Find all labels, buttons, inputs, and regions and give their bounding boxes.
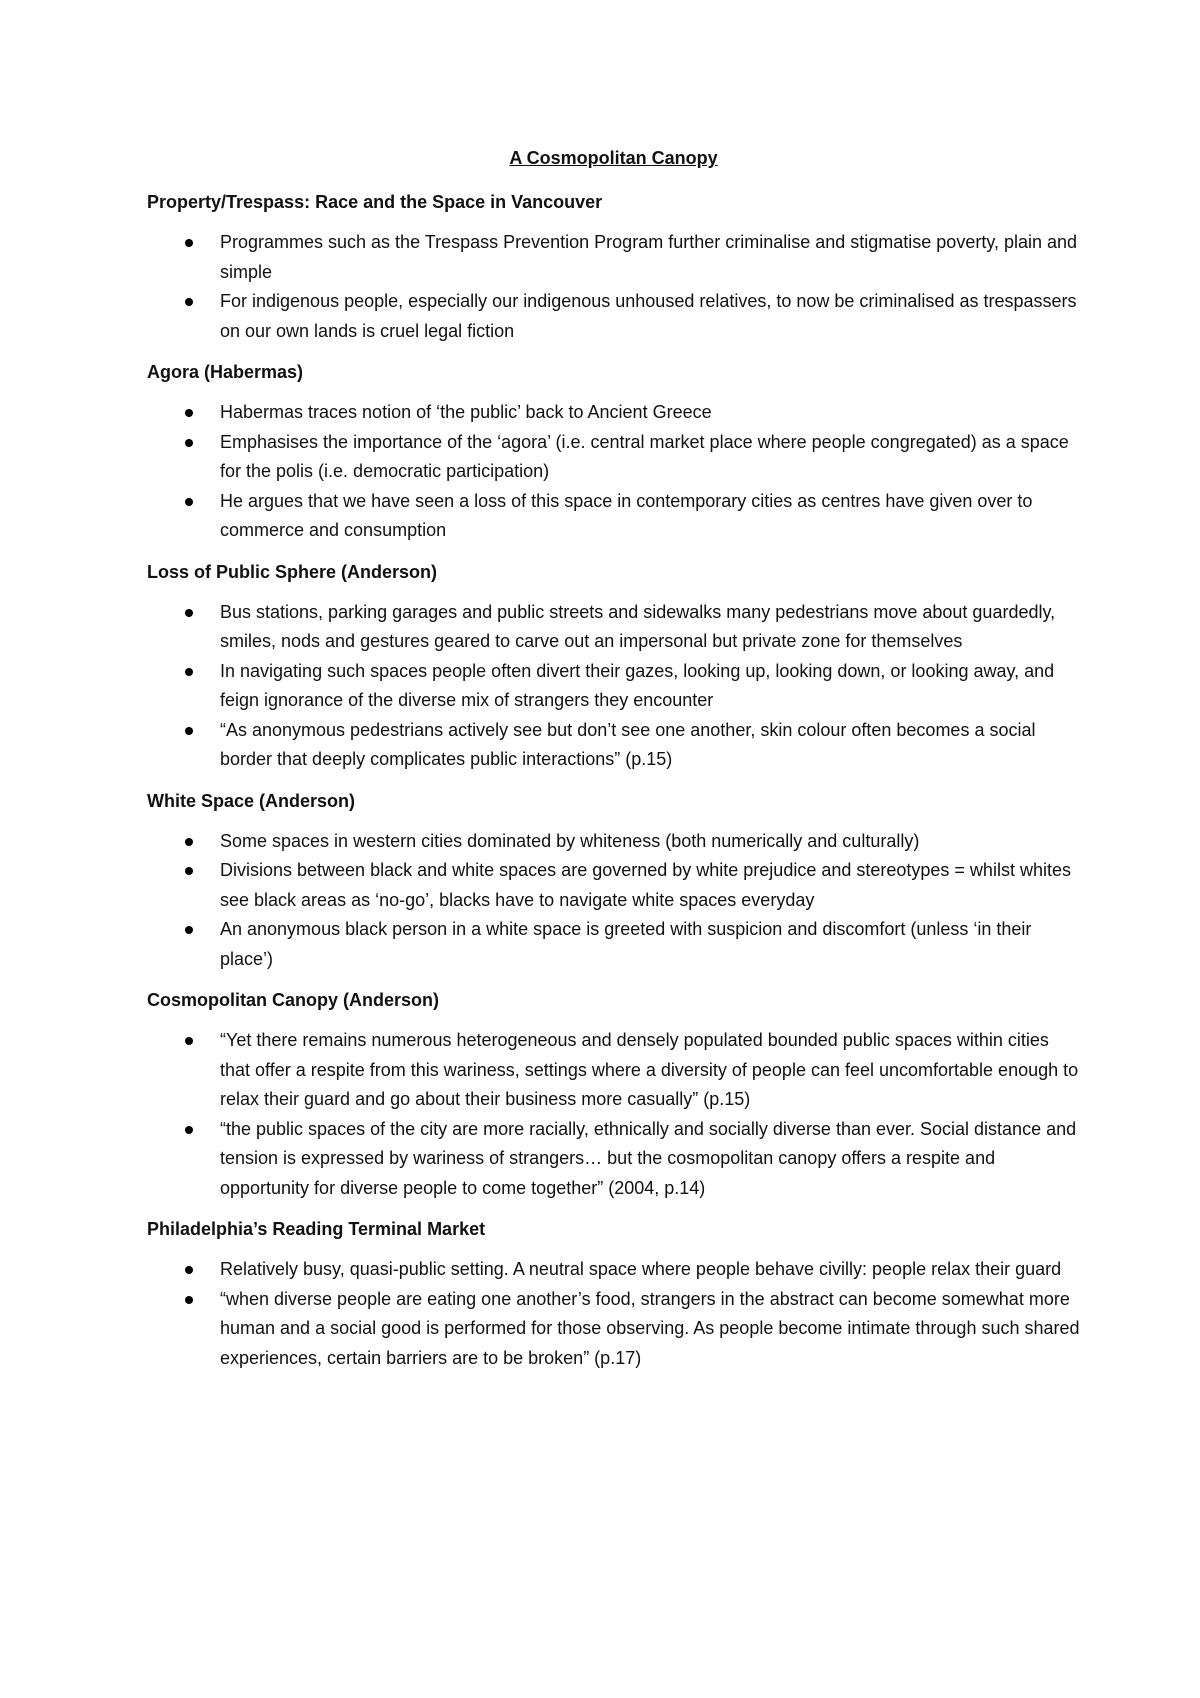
list-item xyxy=(147,398,1080,428)
bullet-icon xyxy=(185,498,193,506)
list-item xyxy=(147,598,1080,657)
bullet-icon xyxy=(185,926,193,934)
list-item xyxy=(147,657,1080,716)
bullet-list xyxy=(147,228,1080,346)
bullet-list xyxy=(147,398,1080,546)
document-title: A Cosmopolitan Canopy xyxy=(509,148,718,168)
bullet-text: “the public spaces of the city are more racially, ethnically and socially diverse than ever. Social distance and tension is expressed by wariness of strangers… but the cosmopolitan canopy offers a respite and opportunity for diverse people to come together” (2004, p.14) xyxy=(220,1118,1077,1198)
bullet-text: Habermas traces notion of ‘the public’ back to Ancient Greece xyxy=(220,402,712,422)
list-item xyxy=(147,1255,1080,1285)
list-item xyxy=(147,1115,1080,1204)
bullet-text: Divisions between black and white spaces are governed by white prejudice and stereotypes = whilst whites see black areas as ‘no-go’, blacks have to navigate white spaces everyday xyxy=(220,860,1071,910)
bullet-icon xyxy=(185,609,193,617)
bullet-icon xyxy=(185,668,193,676)
bullet-text: He argues that we have seen a loss of this space in contemporary cities as centres have given over to commerce and consumption xyxy=(220,490,1033,540)
list-item xyxy=(147,428,1080,487)
section-6 xyxy=(147,1217,1080,1373)
section-5 xyxy=(147,988,1080,1203)
list-item xyxy=(147,716,1080,775)
bullet-text: For indigenous people, especially our indigenous unhoused relatives, to now be criminalised as trespassers on our own lands is cruel legal fiction xyxy=(220,291,1077,341)
section-heading: Cosmopolitan Canopy (Anderson) xyxy=(147,990,439,1010)
list-item xyxy=(147,1026,1080,1115)
bullet-text: Programmes such as the Trespass Prevention Program further criminalise and stigmatise poverty, plain and simple xyxy=(220,232,1078,282)
list-item xyxy=(147,228,1080,287)
section-4 xyxy=(147,789,1080,975)
bullet-text: “Yet there remains numerous heterogeneous and densely populated bounded public spaces within cities that offer a respite from this wariness, settings where a diversity of people can feel uncomfortable enough to relax their guard and go about their business more casually” (p.15) xyxy=(220,1030,1079,1109)
section-heading: Loss of Public Sphere (Anderson) xyxy=(147,561,438,582)
list-item xyxy=(147,1285,1080,1374)
list-item xyxy=(147,487,1080,546)
bullet-text: “As anonymous pedestrians actively see but don’t see one another, skin colour often becomes a social border that deeply complicates public interactions” (p.15) xyxy=(220,719,1036,769)
list-item xyxy=(147,287,1080,346)
bullet-icon xyxy=(185,867,193,875)
list-item xyxy=(147,856,1080,915)
bullet-icon xyxy=(185,298,193,306)
bullet-text: Some spaces in western cities dominated by whiteness (both numerically and culturally) xyxy=(220,830,920,851)
bullet-list xyxy=(147,598,1080,775)
section-heading: Property/Trespass: Race and the Space in Vancouver xyxy=(147,192,603,212)
bullet-icon xyxy=(185,838,193,846)
bullet-text: An anonymous black person in a white space is greeted with suspicion and discomfort (unless ‘in their place’) xyxy=(220,919,1032,969)
bullet-icon xyxy=(185,1126,193,1134)
list-item xyxy=(147,915,1080,974)
bullet-icon xyxy=(185,439,193,447)
bullet-list xyxy=(147,1255,1080,1373)
bullet-icon xyxy=(185,239,193,247)
section-heading: Agora (Habermas) xyxy=(147,362,304,382)
bullet-text: In navigating such spaces people often divert their gazes, looking up, looking down, or looking away, and feign ignorance of the diverse mix of strangers they encounter xyxy=(220,660,1055,710)
bullet-icon xyxy=(185,727,193,735)
list-item xyxy=(147,827,1080,857)
bullet-text: Relatively busy, quasi-public setting. A neutral space where people behave civilly: people relax their guard xyxy=(220,1259,1062,1279)
section-heading: Philadelphia’s Reading Terminal Market xyxy=(147,1219,486,1239)
bullet-icon xyxy=(185,1266,193,1274)
bullet-text: Bus stations, parking garages and public streets and sidewalks many pedestrians move about guardedly, smiles, nods and gestures geared to carve out an impersonal but private zone for themselves xyxy=(220,601,1056,651)
bullet-text: “when diverse people are eating one another’s food, strangers in the abstract can become somewhat more human and a social good is performed for those observing. As people become intimate through such shared experiences, certain barriers are to be broken” (p.17) xyxy=(220,1288,1080,1368)
section-2 xyxy=(147,360,1080,546)
bullet-list xyxy=(147,1026,1080,1203)
bullet-icon xyxy=(185,1296,193,1304)
section-1 xyxy=(147,190,1080,346)
section-3 xyxy=(147,560,1080,775)
bullet-icon xyxy=(185,409,193,417)
bullet-list xyxy=(147,827,1080,975)
bullet-icon xyxy=(185,1037,193,1045)
bullet-text: Emphasises the importance of the ‘agora’ (i.e. central market place where people congregated) as a space for the polis (i.e. democratic participation) xyxy=(220,431,1069,481)
section-heading: White Space (Anderson) xyxy=(147,790,356,811)
